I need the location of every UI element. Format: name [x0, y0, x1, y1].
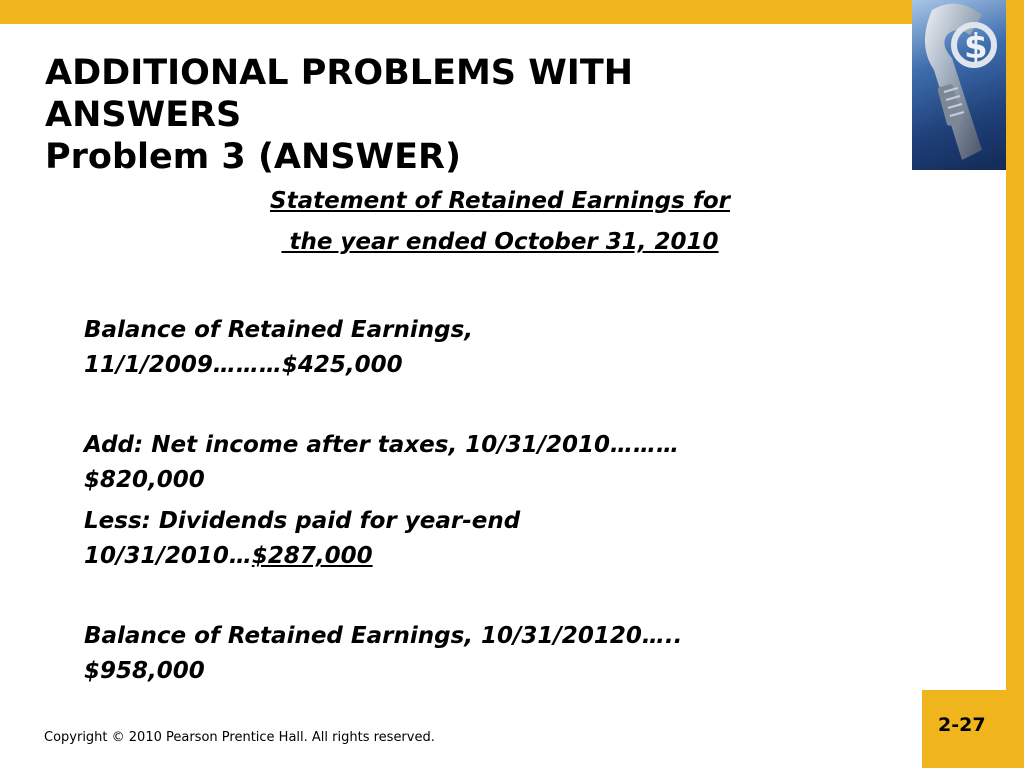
- dividends-item: [84, 504, 904, 574]
- top-accent-bar: [0, 0, 1024, 24]
- opening-balance-value: 11/1/2009………$425,000: [84, 352, 403, 378]
- net-income-label: Add: Net income after taxes, 10/31/2010………: [84, 432, 680, 458]
- closing-balance-label: Balance of Retained Earnings, 10/31/20120…..: [84, 623, 683, 649]
- title-line-3: Problem 3 (ANSWER): [45, 137, 461, 177]
- dividends-value-line: [84, 539, 904, 574]
- copyright-notice: Copyright © 2010 Pearson Prentice Hall. All rights reserved.: [44, 730, 435, 745]
- svg-text:$: $: [964, 27, 988, 67]
- dividends-amount: $287,000: [251, 543, 373, 569]
- page-number: 2-27: [938, 714, 986, 736]
- statement-heading-1: Statement of Retained Earnings for: [270, 188, 730, 214]
- slide-title: [45, 52, 895, 178]
- title-line-1: ADDITIONAL PROBLEMS WITH: [45, 53, 633, 93]
- title-line-2: ANSWERS: [45, 95, 242, 135]
- statement-heading-2: the year ended October 31, 2010: [281, 229, 719, 255]
- opening-balance-label: Balance of Retained Earnings,: [84, 317, 473, 343]
- closing-balance-item: [84, 619, 904, 689]
- opening-balance-item: [84, 313, 904, 383]
- right-accent-bar: [1006, 0, 1024, 768]
- closing-balance-value: $958,000: [84, 658, 205, 684]
- net-income-item: [84, 428, 904, 498]
- net-income-value: $820,000: [84, 467, 205, 493]
- wrench-dollar-icon: [912, 0, 1006, 170]
- dividends-date: 10/31/2010…: [84, 543, 252, 569]
- dividends-label: Less: Dividends paid for year-end: [84, 508, 521, 534]
